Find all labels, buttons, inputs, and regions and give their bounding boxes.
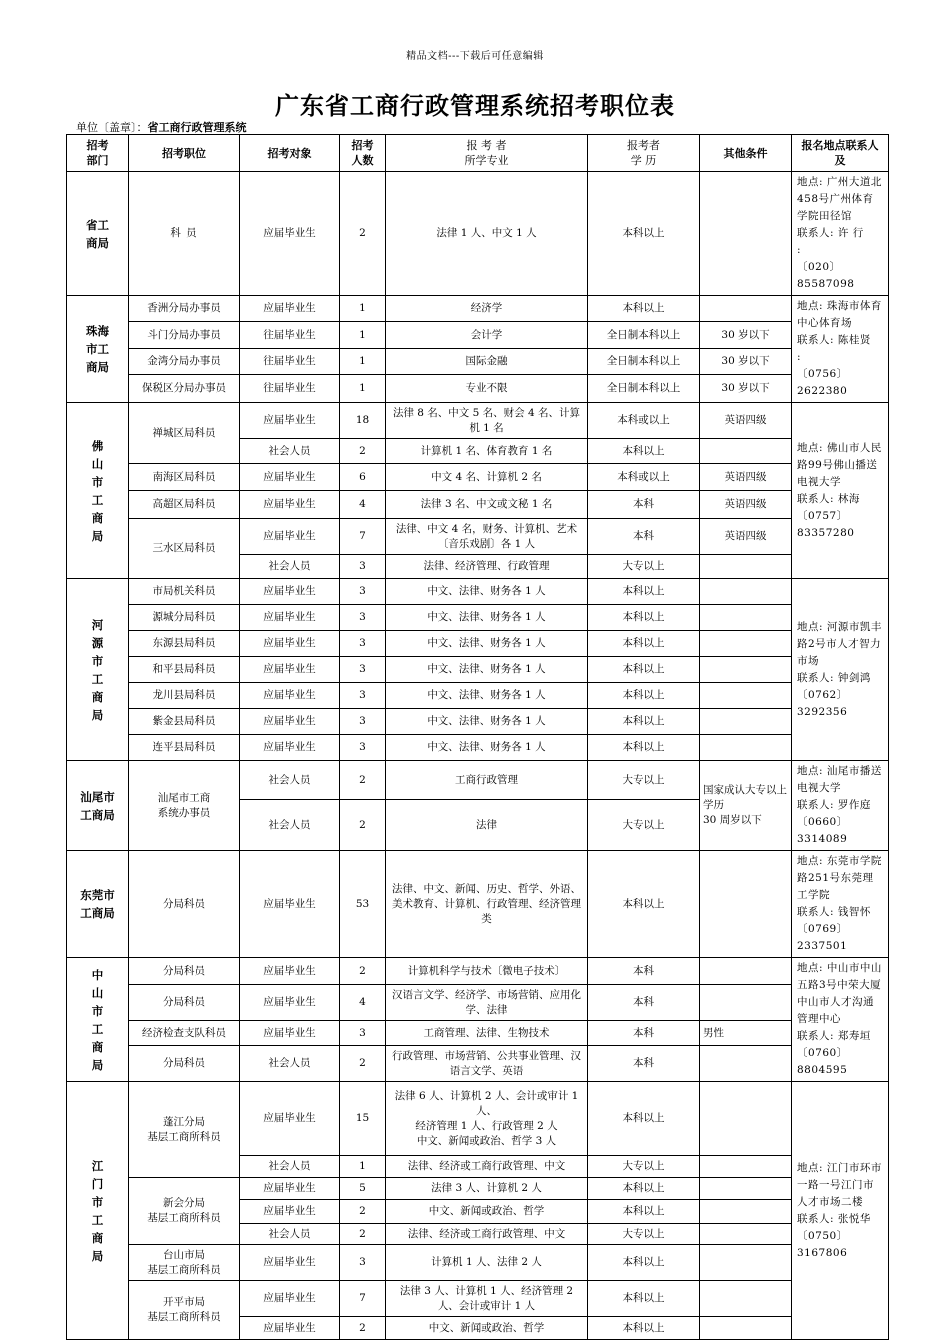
major-cell: 汉语言文学、经济学、市场营销、应用化学、法律 <box>386 985 588 1021</box>
edu-cell: 全日制本科以上 <box>588 375 700 403</box>
major-cell: 会计学 <box>386 322 588 348</box>
count-cell: 3 <box>340 605 386 631</box>
target-cell: 应届毕业生 <box>240 172 340 296</box>
edu-cell: 本科以上 <box>588 735 700 761</box>
count-cell: 2 <box>340 1317 386 1340</box>
target-cell: 社会人员 <box>240 1224 340 1245</box>
edu-cell: 大专以上 <box>588 1224 700 1245</box>
major-cell: 法律 6 人、计算机 2 人、会计或审计 1 人、 经济管理 1 人、行政管理 2 人 中文、新闻或政治、哲学 3 人 <box>386 1082 588 1156</box>
major-cell: 工商管理、法律、生物技术 <box>386 1021 588 1046</box>
table-body <box>67 172 889 1340</box>
major-cell: 中文、法律、财务各 1 人 <box>386 579 588 605</box>
count-cell: 5 <box>340 1178 386 1200</box>
target-cell: 应届毕业生 <box>240 1178 340 1200</box>
edu-cell: 本科以上 <box>588 1082 700 1156</box>
table-row <box>67 579 889 605</box>
major-cell: 专业不限 <box>386 375 588 403</box>
target-cell: 应届毕业生 <box>240 1200 340 1224</box>
count-cell: 2 <box>340 439 386 464</box>
major-cell: 行政管理、市场营销、公共事业管理、汉语言文学、英语 <box>386 1046 588 1082</box>
count-cell: 2 <box>340 761 386 800</box>
edu-cell: 本科以上 <box>588 1200 700 1224</box>
target-cell: 应届毕业生 <box>240 519 340 555</box>
edu-cell: 大专以上 <box>588 555 700 579</box>
target-cell: 应届毕业生 <box>240 491 340 519</box>
dept-cell: 东莞市 工商局 <box>67 851 129 958</box>
position-cell: 汕尾市工商 系统办事员 <box>129 761 240 851</box>
header-major: 报 考 者 所学专业 <box>386 135 588 172</box>
edu-cell: 本科以上 <box>588 439 700 464</box>
edu-cell: 本科以上 <box>588 683 700 709</box>
target-cell: 应届毕业生 <box>240 1245 340 1281</box>
table-row <box>67 958 889 985</box>
other-cell <box>700 1281 792 1317</box>
other-cell <box>700 1156 792 1178</box>
other-cell <box>700 851 792 958</box>
other-cell <box>700 579 792 605</box>
position-cell: 禅城区局科员 <box>129 403 240 464</box>
count-cell: 2 <box>340 1224 386 1245</box>
edu-cell: 本科以上 <box>588 1178 700 1200</box>
contact-cell: 地点: 河源市凯丰路2号市人才智力市场 联系人: 钟剑鸿 〔0762〕3292356 <box>792 579 889 761</box>
other-cell <box>700 958 792 985</box>
count-cell: 3 <box>340 1245 386 1281</box>
edu-cell: 本科以上 <box>588 657 700 683</box>
major-cell: 法律 3 名、中文或文秘 1 名 <box>386 491 588 519</box>
count-cell: 4 <box>340 491 386 519</box>
other-cell <box>700 709 792 735</box>
target-cell: 社会人员 <box>240 1156 340 1178</box>
dept-cell: 省工 商局 <box>67 172 129 296</box>
count-cell: 3 <box>340 735 386 761</box>
edu-cell: 本科以上 <box>588 579 700 605</box>
edu-cell: 本科以上 <box>588 605 700 631</box>
other-cell <box>700 296 792 322</box>
position-cell: 香洲分局办事员 <box>129 296 240 322</box>
other-cell <box>700 555 792 579</box>
edu-cell: 大专以上 <box>588 761 700 800</box>
major-cell: 法律 1 人、中文 1 人 <box>386 172 588 296</box>
contact-cell: 地点: 东莞市学院路251号东莞理工学院 联系人: 钱智怀 〔0769〕2337501 <box>792 851 889 958</box>
edu-cell: 大专以上 <box>588 800 700 851</box>
target-cell: 应届毕业生 <box>240 683 340 709</box>
table-row <box>67 464 889 491</box>
other-cell <box>700 1046 792 1082</box>
table-row <box>67 761 889 800</box>
other-cell <box>700 1178 792 1200</box>
major-cell: 中文、法律、财务各 1 人 <box>386 709 588 735</box>
header-target: 招考对象 <box>240 135 340 172</box>
count-cell: 3 <box>340 555 386 579</box>
major-cell: 中文、新闻或政治、哲学 <box>386 1317 588 1340</box>
target-cell: 应届毕业生 <box>240 709 340 735</box>
table-row <box>67 1021 889 1046</box>
other-cell <box>700 172 792 296</box>
edu-cell: 本科 <box>588 985 700 1021</box>
edu-cell: 本科以上 <box>588 851 700 958</box>
major-cell: 中文、法律、财务各 1 人 <box>386 735 588 761</box>
count-cell: 1 <box>340 348 386 374</box>
target-cell: 应届毕业生 <box>240 605 340 631</box>
major-cell: 中文、法律、财务各 1 人 <box>386 631 588 657</box>
target-cell: 应届毕业生 <box>240 579 340 605</box>
edu-cell: 本科以上 <box>588 1245 700 1281</box>
other-cell <box>700 439 792 464</box>
table-row <box>67 631 889 657</box>
position-cell: 分局科员 <box>129 985 240 1021</box>
target-cell: 应届毕业生 <box>240 1021 340 1046</box>
target-cell: 应届毕业生 <box>240 985 340 1021</box>
position-cell: 南海区局科员 <box>129 464 240 491</box>
target-cell: 应届毕业生 <box>240 631 340 657</box>
edu-cell: 全日制本科以上 <box>588 348 700 374</box>
count-cell: 18 <box>340 403 386 439</box>
major-cell: 中文、新闻或政治、哲学 <box>386 1200 588 1224</box>
major-cell: 法律 3 人、计算机 2 人 <box>386 1178 588 1200</box>
count-cell: 1 <box>340 296 386 322</box>
major-cell: 法律、中文 4 名，财务、计算机、艺术〔音乐戏剧〕各 1 人 <box>386 519 588 555</box>
position-cell: 三水区局科员 <box>129 519 240 579</box>
table-row <box>67 709 889 735</box>
count-cell: 1 <box>340 375 386 403</box>
other-cell <box>700 1317 792 1340</box>
header-other: 其他条件 <box>700 135 792 172</box>
edu-cell: 本科或以上 <box>588 403 700 439</box>
major-cell: 计算机 1 名、体育教育 1 名 <box>386 439 588 464</box>
dept-cell: 佛 山 市 工 商 局 <box>67 403 129 579</box>
position-cell: 分局科员 <box>129 1046 240 1082</box>
major-cell: 法律、中文、新闻、历史、哲学、外语、美术教育、计算机、行政管理、经济管理类 <box>386 851 588 958</box>
contact-cell: 地点: 佛山市人民路99号佛山播送电视大学 联系人: 林海 〔0757〕83357280 <box>792 403 889 579</box>
edu-cell: 全日制本科以上 <box>588 322 700 348</box>
header-edu: 报考者 学 历 <box>588 135 700 172</box>
position-cell: 金湾分局办事员 <box>129 348 240 374</box>
target-cell: 应届毕业生 <box>240 851 340 958</box>
edu-cell: 本科或以上 <box>588 464 700 491</box>
count-cell: 7 <box>340 519 386 555</box>
major-cell: 法律 3 人、计算机 1 人、经济管理 2 人、会计或审计 1 人 <box>386 1281 588 1317</box>
count-cell: 1 <box>340 322 386 348</box>
major-cell: 中文、法律、财务各 1 人 <box>386 657 588 683</box>
count-cell: 15 <box>340 1082 386 1156</box>
target-cell: 应届毕业生 <box>240 1082 340 1156</box>
position-cell: 科 员 <box>129 172 240 296</box>
position-cell: 台山市局 基层工商所科员 <box>129 1245 240 1281</box>
other-cell: 英语四级 <box>700 491 792 519</box>
other-cell: 30 岁以下 <box>700 348 792 374</box>
unit-line <box>76 119 247 135</box>
other-cell <box>700 657 792 683</box>
position-cell: 保税区分局办事员 <box>129 375 240 403</box>
header-count: 招考 人数 <box>340 135 386 172</box>
edu-cell: 本科以上 <box>588 172 700 296</box>
other-cell: 30 岁以下 <box>700 322 792 348</box>
table-row <box>67 1245 889 1281</box>
edu-cell: 本科以上 <box>588 1317 700 1340</box>
other-cell <box>700 985 792 1021</box>
position-cell: 蓬江分局 基层工商所科员 <box>129 1082 240 1178</box>
target-cell: 应届毕业生 <box>240 1281 340 1317</box>
table-row <box>67 375 889 403</box>
watermark-text: 精品文档---下载后可任意编辑 <box>406 51 544 62</box>
table-row <box>67 605 889 631</box>
other-cell <box>700 631 792 657</box>
count-cell: 3 <box>340 1021 386 1046</box>
unit-name: 省工商行政管理系统 <box>147 121 247 134</box>
position-cell: 开平市局 基层工商所科员 <box>129 1281 240 1340</box>
edu-cell: 本科 <box>588 491 700 519</box>
table-row <box>67 1082 889 1156</box>
target-cell: 应届毕业生 <box>240 403 340 439</box>
other-cell: 英语四级 <box>700 464 792 491</box>
major-cell: 法律、经济管理、行政管理 <box>386 555 588 579</box>
target-cell: 应届毕业生 <box>240 958 340 985</box>
other-cell <box>700 683 792 709</box>
table-row <box>67 683 889 709</box>
count-cell: 3 <box>340 657 386 683</box>
other-cell <box>700 1224 792 1245</box>
other-cell: 30 岁以下 <box>700 375 792 403</box>
other-cell: 男性 <box>700 1021 792 1046</box>
other-cell: 英语四级 <box>700 403 792 439</box>
major-cell: 计算机科学与技术〔微电子技术〕 <box>386 958 588 985</box>
table-row <box>67 296 889 322</box>
target-cell: 社会人员 <box>240 800 340 851</box>
contact-cell: 地点: 广州大道北458号广州体育学院田径馆 联系人: 许 行 : 〔020〕85587098 <box>792 172 889 296</box>
major-cell: 中文 4 名、计算机 2 名 <box>386 464 588 491</box>
positions-table <box>66 134 889 1340</box>
position-cell: 斗门分局办事员 <box>129 322 240 348</box>
table-row <box>67 735 889 761</box>
contact-cell: 地点: 珠海市体育中心体育场 联系人: 陈桂贤 : 〔0756〕2622380 <box>792 296 889 403</box>
major-cell: 法律、经济或工商行政管理、中文 <box>386 1224 588 1245</box>
other-cell: 国家成认大专以上学历 30 周岁以下 <box>700 761 792 851</box>
position-cell: 新会分局 基层工商所科员 <box>129 1178 240 1245</box>
count-cell: 2 <box>340 172 386 296</box>
major-cell: 计算机 1 人、法律 2 人 <box>386 1245 588 1281</box>
count-cell: 3 <box>340 579 386 605</box>
position-cell: 紫金县局科员 <box>129 709 240 735</box>
target-cell: 往届毕业生 <box>240 348 340 374</box>
count-cell: 2 <box>340 1046 386 1082</box>
position-cell: 东源县局科员 <box>129 631 240 657</box>
table-row <box>67 1178 889 1200</box>
target-cell: 应届毕业生 <box>240 296 340 322</box>
header-contact: 报名地点联系人 及 <box>792 135 889 172</box>
target-cell: 社会人员 <box>240 555 340 579</box>
contact-cell: 地点: 江门市环市一路一号江门市人才市场二楼 联系人: 张悦华 〔0750〕3167806 <box>792 1082 889 1340</box>
edu-cell: 大专以上 <box>588 1156 700 1178</box>
table-row <box>67 491 889 519</box>
position-cell: 龙川县局科员 <box>129 683 240 709</box>
unit-label: 单位〔盖章〕： <box>76 121 148 134</box>
target-cell: 往届毕业生 <box>240 375 340 403</box>
contact-cell: 地点: 汕尾市播送电视大学 联系人: 罗作庭 〔0660〕3314089 <box>792 761 889 851</box>
header-row <box>67 135 889 172</box>
dept-cell: 中 山 市 工 商 局 <box>67 958 129 1082</box>
target-cell: 社会人员 <box>240 761 340 800</box>
dept-cell: 汕尾市 工商局 <box>67 761 129 851</box>
count-cell: 7 <box>340 1281 386 1317</box>
target-cell: 往届毕业生 <box>240 322 340 348</box>
count-cell: 3 <box>340 683 386 709</box>
table-row <box>67 322 889 348</box>
header-position: 招考职位 <box>129 135 240 172</box>
target-cell: 应届毕业生 <box>240 1317 340 1340</box>
edu-cell: 本科以上 <box>588 631 700 657</box>
count-cell: 1 <box>340 1156 386 1178</box>
table-row <box>67 985 889 1021</box>
count-cell: 53 <box>340 851 386 958</box>
edu-cell: 本科 <box>588 958 700 985</box>
edu-cell: 本科以上 <box>588 296 700 322</box>
table-row <box>67 1281 889 1317</box>
target-cell: 应届毕业生 <box>240 464 340 491</box>
header-dept: 招考 部门 <box>67 135 129 172</box>
edu-cell: 本科以上 <box>588 709 700 735</box>
edu-cell: 本科 <box>588 1021 700 1046</box>
major-cell: 法律 8 名、中文 5 名、财会 4 名、计算机 1 名 <box>386 403 588 439</box>
contact-cell: 地点: 中山市中山五路3号中荣大厦中山市人才沟通管理中心 联系人: 郑寿垣 〔0760〕8804595 <box>792 958 889 1082</box>
major-cell: 法律 <box>386 800 588 851</box>
edu-cell: 本科以上 <box>588 1281 700 1317</box>
table-row <box>67 1046 889 1082</box>
table-row <box>67 851 889 958</box>
table-row <box>67 403 889 439</box>
table-row <box>67 172 889 296</box>
count-cell: 3 <box>340 709 386 735</box>
major-cell: 国际金融 <box>386 348 588 374</box>
major-cell: 法律、经济或工商行政管理、中文 <box>386 1156 588 1178</box>
target-cell: 社会人员 <box>240 1046 340 1082</box>
major-cell: 中文、法律、财务各 1 人 <box>386 683 588 709</box>
other-cell: 英语四级 <box>700 519 792 555</box>
table-row <box>67 657 889 683</box>
target-cell: 应届毕业生 <box>240 735 340 761</box>
position-cell: 经济检查支队科员 <box>129 1021 240 1046</box>
position-cell: 分局科员 <box>129 851 240 958</box>
position-cell: 分局科员 <box>129 958 240 985</box>
position-cell: 市局机关科员 <box>129 579 240 605</box>
count-cell: 2 <box>340 1200 386 1224</box>
target-cell: 应届毕业生 <box>240 657 340 683</box>
other-cell <box>700 1200 792 1224</box>
count-cell: 3 <box>340 631 386 657</box>
table-row <box>67 519 889 555</box>
other-cell <box>700 605 792 631</box>
edu-cell: 本科 <box>588 519 700 555</box>
table-row <box>67 348 889 374</box>
dept-cell: 河 源 市 工 商 局 <box>67 579 129 761</box>
edu-cell: 本科 <box>588 1046 700 1082</box>
count-cell: 2 <box>340 800 386 851</box>
position-cell: 高超区局科员 <box>129 491 240 519</box>
position-cell: 和平县局科员 <box>129 657 240 683</box>
count-cell: 6 <box>340 464 386 491</box>
page-title: 广东省工商行政管理系统招考职位表 <box>275 91 675 120</box>
dept-cell: 珠海 市工 商局 <box>67 296 129 403</box>
count-cell: 4 <box>340 985 386 1021</box>
position-cell: 连平县局科员 <box>129 735 240 761</box>
count-cell: 2 <box>340 958 386 985</box>
position-cell: 源城分局科员 <box>129 605 240 631</box>
dept-cell: 江 门 市 工 商 局 <box>67 1082 129 1340</box>
other-cell <box>700 1245 792 1281</box>
major-cell: 中文、法律、财务各 1 人 <box>386 605 588 631</box>
major-cell: 工商行政管理 <box>386 761 588 800</box>
target-cell: 社会人员 <box>240 439 340 464</box>
other-cell <box>700 1082 792 1156</box>
major-cell: 经济学 <box>386 296 588 322</box>
other-cell <box>700 735 792 761</box>
